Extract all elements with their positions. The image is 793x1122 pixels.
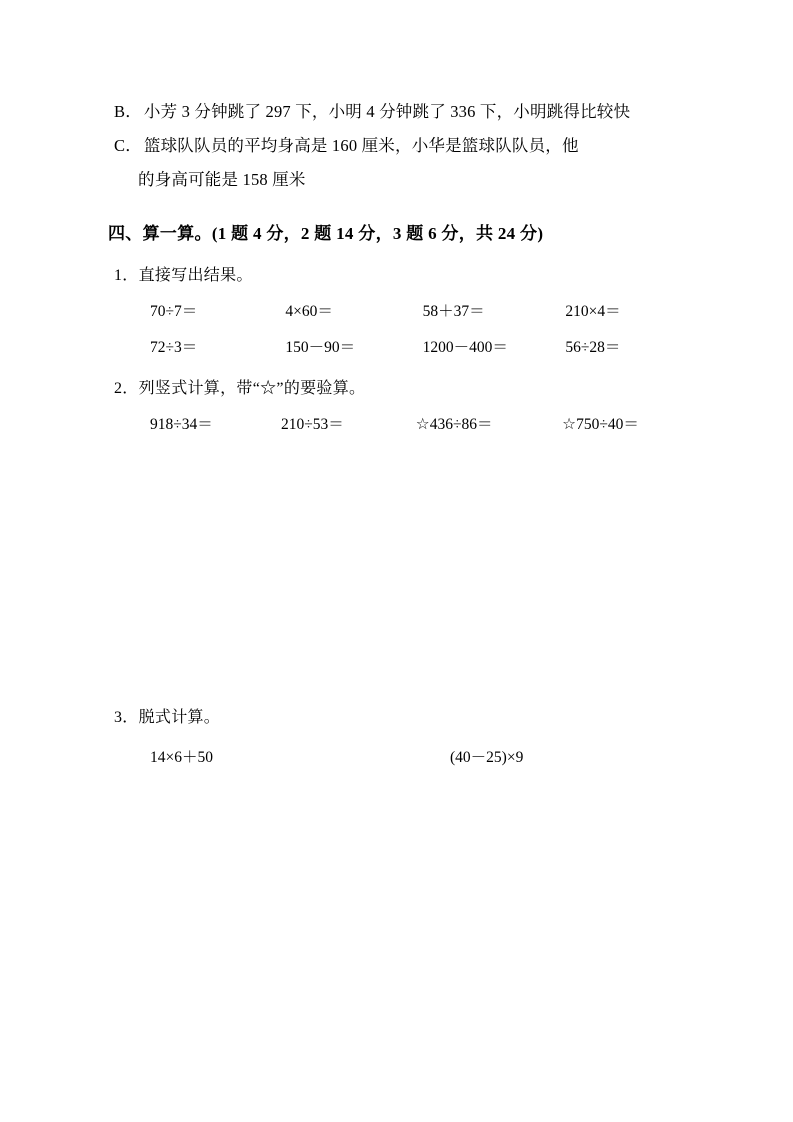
question-2-title: 列竖式计算，带“☆”的要验算。 [138, 379, 366, 397]
section-title: 四、算一算。 [108, 223, 212, 243]
option-c-label: C． [114, 136, 142, 156]
expression: (40－25)×9 [450, 748, 524, 766]
question-3-number: 3． [114, 708, 139, 726]
question-1-title: 直接写出结果。 [138, 266, 253, 284]
expression: 1200－400＝ [422, 338, 508, 356]
question-1-row-2 [114, 335, 697, 357]
multiple-choice-options [114, 96, 697, 197]
option-b [114, 96, 697, 128]
question-2-heading [114, 375, 697, 398]
option-c-text: 篮球队队员的平均身高是 160 厘米，小华是篮球队队员，他 [143, 136, 579, 156]
question-1-number: 1． [114, 266, 139, 284]
expression: 70÷7＝ [150, 302, 198, 320]
question-3-heading [114, 704, 697, 727]
option-c [114, 130, 697, 162]
expression: 56÷28＝ [565, 338, 621, 356]
expression: 150－90＝ [285, 338, 356, 356]
option-c-continuation [114, 164, 697, 196]
section-score: (1 题 4 分，2 题 14 分，3 题 6 分，共 24 分) [211, 223, 544, 243]
question-2-number: 2． [114, 379, 139, 397]
question-1-row-1 [114, 299, 697, 321]
expression: 4×60＝ [285, 302, 333, 320]
expression: 918÷34＝ [150, 415, 213, 433]
question-2-work-area [114, 434, 697, 686]
option-b-label: B． [114, 102, 142, 121]
option-b-text: 小芳 3 分钟跳了 297 下，小明 4 分钟跳了 336 下，小明跳得比较快 [143, 102, 631, 121]
expression: 14×6＋50 [150, 748, 213, 766]
expression: 210×4＝ [565, 302, 621, 320]
expression: 58＋37＝ [422, 302, 485, 320]
section-heading [108, 219, 697, 244]
expression: 72÷3＝ [150, 338, 198, 356]
question-3-row [114, 745, 697, 767]
question-3-title: 脱式计算。 [138, 708, 221, 726]
question-3-work-area [114, 767, 697, 997]
question-2-row [114, 412, 697, 434]
expression: 210÷53＝ [280, 415, 344, 433]
expression: ☆436÷86＝ [415, 415, 493, 433]
expression: ☆750÷40＝ [562, 415, 639, 433]
option-c-continuation-text: 的身高可能是 158 厘米 [138, 170, 306, 190]
question-1-heading [114, 262, 697, 285]
